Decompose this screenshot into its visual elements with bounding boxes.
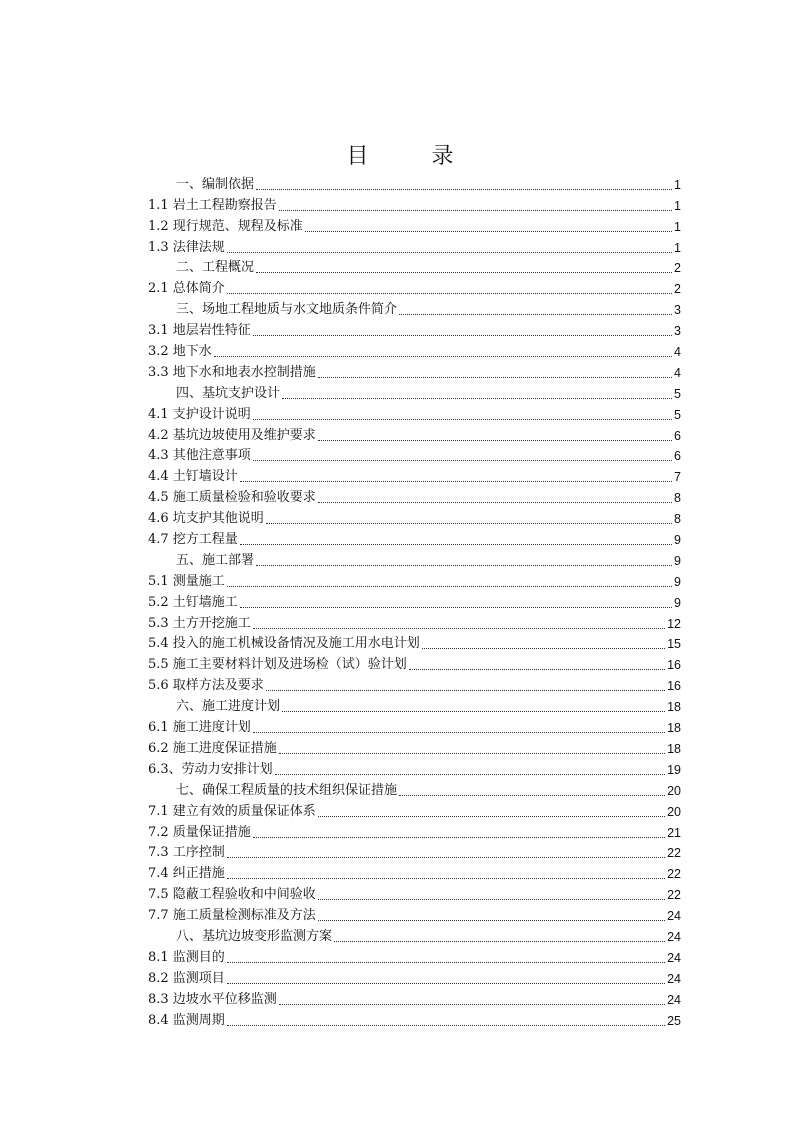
toc-section-entry[interactable] — [148, 297, 681, 318]
toc-entry-label: 一、编制依据 — [176, 176, 255, 192]
toc-subsection-entry[interactable] — [148, 652, 681, 673]
toc-entry-label: 5.5 施工主要材料计划及进场检（试）验计划 — [148, 657, 407, 673]
dot-leader — [227, 982, 665, 984]
toc-entry-page-number: 18 — [667, 741, 681, 756]
toc-entry-page-number: 1 — [674, 198, 681, 213]
toc-subsection-entry[interactable] — [148, 527, 681, 548]
dot-leader — [253, 459, 672, 461]
toc-entry-page-number: 8 — [674, 491, 681, 506]
dot-leader — [227, 856, 665, 858]
toc-subsection-entry[interactable] — [148, 485, 681, 506]
dot-leader — [318, 898, 665, 900]
toc-entry-label: 7.1 建立有效的质量保证体系 — [148, 803, 316, 819]
dot-leader — [240, 606, 672, 608]
toc-subsection-entry[interactable] — [148, 611, 681, 632]
toc-entry-page-number: 24 — [667, 950, 681, 965]
toc-entry-label: 1.2 现行规范、规程及标准 — [148, 218, 303, 234]
dot-leader — [266, 522, 672, 524]
toc-entry-label: 四、基坑支护设计 — [176, 385, 281, 401]
toc-entry-page-number: 25 — [667, 1013, 681, 1028]
toc-entry-page-number: 1 — [674, 177, 681, 192]
toc-entry-label: 八、基坑边坡变形监测方案 — [176, 928, 333, 944]
dot-leader — [318, 439, 672, 441]
toc-entry-page-number: 9 — [674, 533, 681, 548]
dot-leader — [227, 1024, 665, 1026]
toc-entry-label: 5.4 投入的施工机械设备情况及施工用水电计划 — [148, 636, 420, 652]
toc-subsection-entry[interactable] — [148, 861, 681, 882]
toc-subsection-entry[interactable] — [148, 590, 681, 611]
dot-leader — [318, 815, 665, 817]
toc-subsection-entry[interactable] — [148, 987, 681, 1008]
dot-leader — [318, 919, 665, 921]
toc-entry-page-number: 9 — [674, 553, 681, 568]
toc-subsection-entry[interactable] — [148, 715, 681, 736]
toc-entry-page-number: 1 — [674, 219, 681, 234]
toc-subsection-entry[interactable] — [148, 235, 681, 256]
toc-entry-label: 5.3 土方开挖施工 — [148, 615, 251, 631]
toc-section-entry[interactable] — [148, 924, 681, 945]
toc-entry-label: 5.1 测量施工 — [148, 573, 225, 589]
toc-entry-page-number: 5 — [674, 386, 681, 401]
dot-leader — [240, 480, 672, 482]
toc-subsection-entry[interactable] — [148, 423, 681, 444]
toc-subsection-entry[interactable] — [148, 214, 681, 235]
toc-entry-label: 7.2 质量保证措施 — [148, 824, 251, 840]
toc-entry-label: 3.1 地层岩性特征 — [148, 323, 251, 339]
toc-entry-page-number: 6 — [674, 449, 681, 464]
toc-entry-label: 2.1 总体简介 — [148, 281, 225, 297]
toc-entry-page-number: 2 — [674, 261, 681, 276]
toc-entry-page-number: 9 — [674, 595, 681, 610]
toc-entry-page-number: 18 — [667, 721, 681, 736]
dot-leader — [282, 397, 672, 399]
toc-subsection-entry[interactable] — [148, 632, 681, 653]
toc-entry-page-number: 5 — [674, 407, 681, 422]
dot-leader — [253, 836, 665, 838]
toc-entry-label: 8.3 边坡水平位移监测 — [148, 991, 277, 1007]
dot-leader — [227, 877, 665, 879]
dot-leader — [253, 627, 665, 629]
toc-entry-page-number: 24 — [667, 992, 681, 1007]
toc-subsection-entry[interactable] — [148, 945, 681, 966]
toc-entry-label: 1.3 法律法规 — [148, 239, 225, 255]
toc-section-entry[interactable] — [148, 256, 681, 277]
toc-entry-page-number: 24 — [667, 971, 681, 986]
toc-entry-label: 4.1 支护设计说明 — [148, 406, 251, 422]
dot-leader — [279, 1003, 665, 1005]
toc-entry-page-number: 24 — [667, 929, 681, 944]
toc-entry-page-number: 12 — [667, 616, 681, 631]
toc-section-entry[interactable] — [148, 778, 681, 799]
toc-subsection-entry[interactable] — [148, 360, 681, 381]
toc-subsection-entry[interactable] — [148, 276, 681, 297]
toc-entry-page-number: 22 — [667, 888, 681, 903]
toc-entry-page-number: 9 — [674, 574, 681, 589]
toc-section-entry[interactable] — [148, 381, 681, 402]
toc-subsection-entry[interactable] — [148, 882, 681, 903]
toc-subsection-entry[interactable] — [148, 506, 681, 527]
toc-subsection-entry[interactable] — [148, 339, 681, 360]
dot-leader — [409, 668, 665, 670]
dot-leader — [422, 647, 665, 649]
dot-leader — [214, 355, 672, 357]
dot-leader — [399, 313, 672, 315]
toc-entry-page-number: 6 — [674, 428, 681, 443]
toc-entry-label: 三、场地工程地质与水文地质条件简介 — [176, 302, 398, 318]
dot-leader — [227, 251, 672, 253]
toc-subsection-entry[interactable] — [148, 444, 681, 465]
toc-subsection-entry[interactable] — [148, 841, 681, 862]
toc-entry-label: 7.5 隐蔽工程验收和中间验收 — [148, 887, 316, 903]
dot-leader — [253, 731, 665, 733]
toc-section-entry[interactable] — [148, 548, 681, 569]
dot-leader — [318, 501, 672, 503]
toc-entry-page-number: 20 — [667, 783, 681, 798]
toc-entry-label: 7.7 施工质量检测标准及方法 — [148, 908, 316, 924]
toc-entry-page-number: 8 — [674, 512, 681, 527]
toc-subsection-entry[interactable] — [148, 736, 681, 757]
dot-leader — [240, 543, 672, 545]
dot-leader — [334, 940, 665, 942]
toc-entry-label: 3.2 地下水 — [148, 344, 212, 360]
dot-leader — [256, 188, 672, 190]
toc-entry-page-number: 19 — [667, 762, 681, 777]
dot-leader — [399, 794, 665, 796]
dot-leader — [305, 230, 672, 232]
toc-entry-label: 8.2 监测项目 — [148, 970, 225, 986]
dot-leader — [253, 418, 672, 420]
toc-entry-page-number: 21 — [667, 825, 681, 840]
toc-subsection-entry[interactable] — [148, 673, 681, 694]
toc-section-entry[interactable] — [148, 172, 681, 193]
dot-leader — [256, 271, 672, 273]
toc-entry-page-number: 1 — [674, 240, 681, 255]
page-title: 目 录 — [346, 144, 482, 169]
toc-entry-label: 七、确保工程质量的技术组织保证措施 — [176, 782, 398, 798]
toc-subsection-entry[interactable] — [148, 193, 681, 214]
toc-entry-label: 二、工程概况 — [176, 260, 255, 276]
dot-leader — [279, 752, 665, 754]
toc-entry-page-number: 16 — [667, 679, 681, 694]
toc-entry-label: 1.1 岩土工程勘察报告 — [148, 197, 277, 213]
table-of-contents — [148, 172, 681, 1029]
toc-subsection-entry[interactable] — [148, 820, 681, 841]
toc-entry-label: 6.3、劳动力安排计划 — [148, 761, 273, 777]
toc-entry-label: 8.1 监测目的 — [148, 949, 225, 965]
toc-entry-label: 4.2 基坑边坡使用及维护要求 — [148, 427, 316, 443]
toc-entry-label: 7.3 工序控制 — [148, 845, 225, 861]
toc-entry-page-number: 20 — [667, 804, 681, 819]
dot-leader — [253, 334, 672, 336]
toc-entry-label: 3.3 地下水和地表水控制措施 — [148, 364, 316, 380]
dot-leader — [282, 710, 665, 712]
toc-entry-page-number: 4 — [674, 345, 681, 360]
toc-entry-label: 五、施工部署 — [176, 552, 255, 568]
toc-entry-label: 6.2 施工进度保证措施 — [148, 740, 277, 756]
toc-subsection-entry[interactable] — [148, 799, 681, 820]
toc-entry-label: 7.4 纠正措施 — [148, 866, 225, 882]
toc-entry-label: 4.6 坑支护其他说明 — [148, 511, 264, 527]
toc-entry-page-number: 3 — [674, 303, 681, 318]
toc-entry-page-number: 22 — [667, 846, 681, 861]
toc-entry-page-number: 3 — [674, 324, 681, 339]
toc-entry-page-number: 16 — [667, 658, 681, 673]
toc-entry-page-number: 18 — [667, 700, 681, 715]
toc-entry-page-number: 7 — [674, 470, 681, 485]
dot-leader — [227, 961, 665, 963]
toc-entry-label: 8.4 监测周期 — [148, 1012, 225, 1028]
toc-subsection-entry[interactable] — [148, 318, 681, 339]
dot-leader — [256, 564, 672, 566]
toc-entry-label: 4.5 施工质量检验和验收要求 — [148, 490, 316, 506]
toc-entry-page-number: 2 — [674, 282, 681, 297]
toc-entry-label: 5.6 取样方法及要求 — [148, 678, 264, 694]
toc-entry-label: 4.4 土钉墙设计 — [148, 469, 238, 485]
toc-subsection-entry[interactable] — [148, 569, 681, 590]
dot-leader — [279, 209, 672, 211]
toc-entry-label: 5.2 土钉墙施工 — [148, 594, 238, 610]
dot-leader — [227, 292, 672, 294]
toc-section-entry[interactable] — [148, 694, 681, 715]
toc-subsection-entry[interactable] — [148, 1008, 681, 1029]
toc-entry-label: 4.3 其他注意事项 — [148, 448, 251, 464]
dot-leader — [318, 376, 672, 378]
toc-subsection-entry[interactable] — [148, 903, 681, 924]
toc-entry-label: 4.7 挖方工程量 — [148, 532, 238, 548]
toc-subsection-entry[interactable] — [148, 402, 681, 423]
dot-leader — [275, 773, 665, 775]
dot-leader — [266, 689, 665, 691]
toc-entry-page-number: 4 — [674, 365, 681, 380]
dot-leader — [227, 585, 672, 587]
toc-subsection-entry[interactable] — [148, 966, 681, 987]
toc-subsection-entry[interactable] — [148, 464, 681, 485]
toc-entry-page-number: 22 — [667, 867, 681, 882]
toc-entry-page-number: 24 — [667, 909, 681, 924]
toc-entry-page-number: 15 — [667, 637, 681, 652]
toc-subsection-entry[interactable] — [148, 757, 681, 778]
toc-entry-label: 6.1 施工进度计划 — [148, 720, 251, 736]
toc-entry-label: 六、施工进度计划 — [176, 699, 281, 715]
